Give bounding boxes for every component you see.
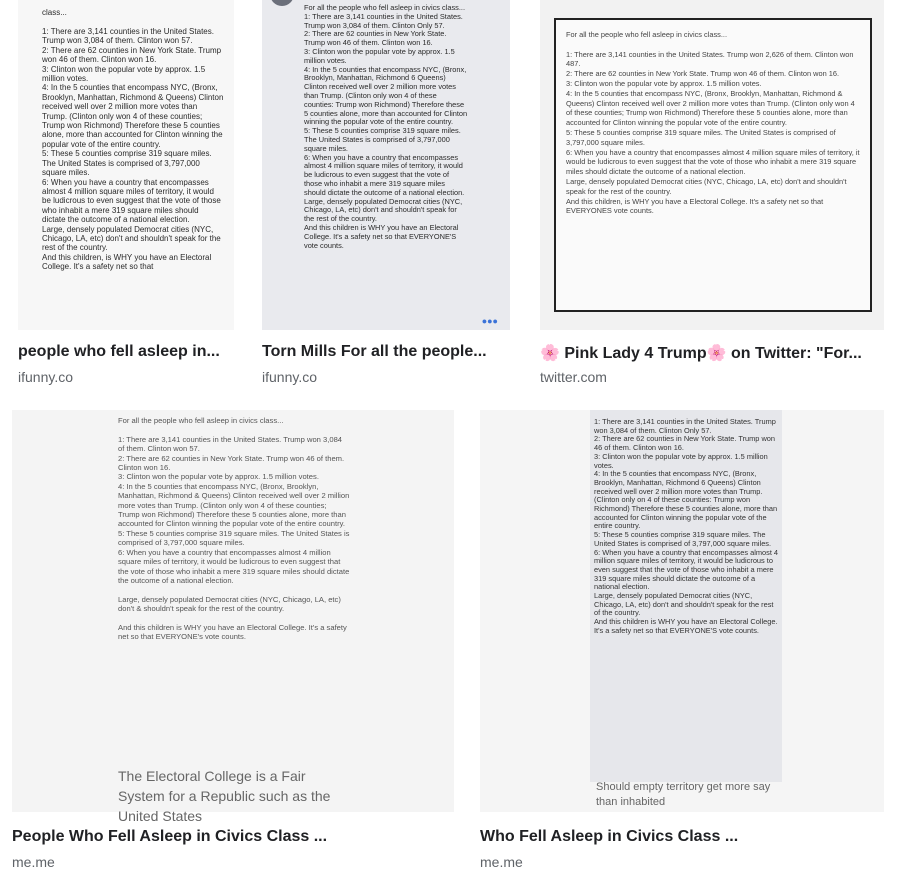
result-thumbnail-1[interactable]: [18, 0, 234, 330]
result-source-4[interactable]: me.me: [12, 854, 55, 870]
result-card-1[interactable]: [18, 0, 234, 395]
result-title-name: Pink Lady 4 Trump: [564, 345, 707, 362]
result-source-2[interactable]: ifunny.co: [262, 369, 317, 385]
thumbnail-big-text: The Electoral College is a Fair System for a Republic such as the United States: [118, 768, 335, 824]
result-thumbnail-2[interactable]: [262, 0, 510, 330]
result-title-4[interactable]: People Who Fell Asleep in Civics Class ...: [12, 828, 328, 845]
result-card-4[interactable]: [12, 410, 454, 880]
result-source-3[interactable]: twitter.com: [540, 369, 607, 385]
result-card-2[interactable]: [262, 0, 510, 395]
thumbnail-text: For all the people who fell asleep in civics class... 1: There are 3,141 counties in the United States. Trump won 3,084 of them. Clinton won 57. 2: There are 62 counties in New York State. Trump won 46 of them. Clinton won 16. 3: Clinton won the popular vote by approx. 1.5 million votes. 4: In the 5 counties that encompass NYC, (Bronx, Brooklyn, Manhattan, Richmond & Queens) Clinton received well over 2 million more votes than Trump. (Clinton only won 4 of these counties; Trump won Richmond) Therefore these 5 counties alone, more than accounted for Clinton winning the popular vote of the entire country. 5: These 5 counties comprise 319 square miles. The United States is comprised of 3,797,000 square miles. 6: When you have a country that encompasses almost 4 million square miles of territory, it would be ludicrous to even suggest that the vote of those who inhabit a mere 319 square miles should dictate the outcome of a national election. Large, densely populated Democrat cities (NYC, Chicago, LA, etc) don't & shouldn't speak for the rest of the country. And this children is WHY you have an Electoral College. It's a safety net so that EVERYONE's vote counts.: [118, 416, 350, 642]
result-title-3[interactable]: [540, 343, 884, 363]
thumbnail-text: 1: There are 3,141 counties in the United States. Trump won 3,084 of them. Clinton Only 57. 2: There are 62 counties in New York State. Trump won 46 of them. Clinton won 16. 3: Clinton won the popular vote by approx. 1.5 million votes. 4: In the 5 counties that encompass NYC, (Bronx, Brooklyn, Manhattan, Richmond 6 Queens) Clinton received well over 2 million more votes than Trump. (Clinton only on 4 of these counties: Trump won Richmond) Therefore these 5 counties alone, more than accounted for Clinton winning the popular vote of the entire country. 5: These 5 counties comprise 319 square miles. The United States is comprised of 3,797,000 square miles. 6: When you have a country that encompasses almost 4 million square miles of territory, it would be ludicrous to even suggest that the vote of those who inhabit a mere 319 square miles should dictate the outcome of a national election. Large, densely populated Democrat cities (NYC, Chicago, LA, etc) don't and shouldn't speak for the rest of the country. And this children is WHY you have an Electoral College. It's a safety net so that EVERYONE'S vote counts.: [594, 417, 779, 635]
bordered-note: [554, 18, 872, 312]
thumbnail-text: For all the people who fell asleep in civics class... 1: There are 3,141 counties in the United States. Trump won 2,626 of them. Clinton won 487. 2: There are 62 counties in New York State. Trump won 46 of them. Clinton won 16. 3: Clinton won the popular vote by approx. 1.5 million votes. 4: In the 5 counties that encompass NYC, (Bronx, Brooklyn, Manhattan, Richmond & Queens) Clinton received well over 2 million more votes than Trump. (Clinton only won 4 of these counties; Trump won Richmond) Therefore these 5 counties alone, more than accounted for Clinton winning the popular vote of the entire country. 5: These 5 counties comprise 319 square miles. The United States is comprised of 3,797,000 square miles. 6: When you have a country that encompasses almost 4 million square miles of territory, it would be ludicrous to even suggest that the vote of those who inhabit a mere 319 square miles should dictate the outcome of a national election. Large, densely populated Democrat cities (NYC, Chicago, LA, etc) don't and shouldn't speak for the rest of the country. And this children, is WHY you have a Electoral College. It's a safety net so that EVERYONES vote counts.: [566, 30, 860, 216]
result-source-1[interactable]: ifunny.co: [18, 369, 73, 385]
result-thumbnail-5[interactable]: [480, 410, 884, 812]
thumbnail-text: For all the people who fell asleep in civics class... 1: There are 3,141 counties in the United States. Trump won 3,084 of them. Clinton Only 57. 2: There are 62 counties in New York State. Trump won 46 of them. Clinton won 16. 3: Clinton won the popular vote by approx. 1.5 million votes. 4: In the 5 counties that encompass NYC, (Bronx, Brooklyn, Manhattan, Richmond 6 Queens) Clinton received well over 2 million more votes than Trump. (Clinton only won 4 of these counties: Trump won Richmond) Therefore these 5 counties alone, more than accounted for Clinton winning the popular vote of the entire country. 5: These 5 counties comprise 319 square miles. The United States is comprised of 3,797,000 square miles. 6: When you have a country that encompasses almost 4 million square miles of territory, it would be ludicrous to even suggest that the vote of those who inhabit a mere 319 square miles should dictate the outcome of a national election. Large, densely populated Democrat cities (NYC, Chicago, LA, etc) don't and shouldn't speak for the rest of the country. And this children is WHY you have an Electoral College. It's a safety net so that EVERYONE'S vote counts.: [304, 3, 468, 250]
result-thumbnail-4[interactable]: [12, 410, 454, 824]
result-title-5[interactable]: Who Fell Asleep in Civics Class ...: [480, 828, 739, 845]
result-card-5[interactable]: [480, 410, 884, 880]
thumbnail-text: 1: There are 3,141 counties in the United States. Trump won 3,084 of them. Clinton won 57. 2: There are 62 counties in New York State. Trump won 46 of them. Clinton won 16. 3: Clinton won the popular vote by approx. 1.5 million votes. 4: In the 5 counties that encompass NYC, (Bronx, Brooklyn, Manhattan, Richmond & Queens) Clinton received well over 2 million more votes than Trump. (Clinton only won 4 of these counties; Trump won Richmond) Therefore these 5 counties alone, more than accounted for Clinton winning the popular vote of the entire country. 5: These 5 counties comprise 319 square miles. The United States is comprised of 3,797,000 square miles. 6: When you have a country that encompasses almost 4 million square miles of territory, it would be ludicrous to even suggest that the vote of those who inhabit a mere 319 square miles should dictate the outcome of a national election. Large, densely populated Democrat cities (NYC, Chicago, LA, etc) don't and shouldn't speak for the rest of the country. And this children, is WHY you have an Electoral College. It's a safety net so that: [42, 27, 224, 272]
result-title-2[interactable]: Torn Mills For all the people...: [262, 343, 487, 360]
thumbnail-big-text: Should empty territory get more say than inhabited: [596, 781, 774, 808]
result-card-3[interactable]: [540, 0, 884, 395]
result-source-5[interactable]: me.me: [480, 854, 523, 870]
result-thumbnail-3[interactable]: [540, 0, 884, 330]
thumbnail-text-top: class...: [42, 8, 67, 17]
avatar: [270, 0, 294, 6]
reaction-icons: ●●●: [481, 316, 498, 326]
result-title-1[interactable]: people who fell asleep in...: [18, 343, 220, 360]
message-bubble: [590, 410, 782, 782]
flower-emoji-icon: 🌸: [540, 345, 560, 362]
flower-emoji-icon: 🌸: [706, 345, 727, 362]
result-title-suffix: on Twitter: "For...: [731, 345, 862, 362]
